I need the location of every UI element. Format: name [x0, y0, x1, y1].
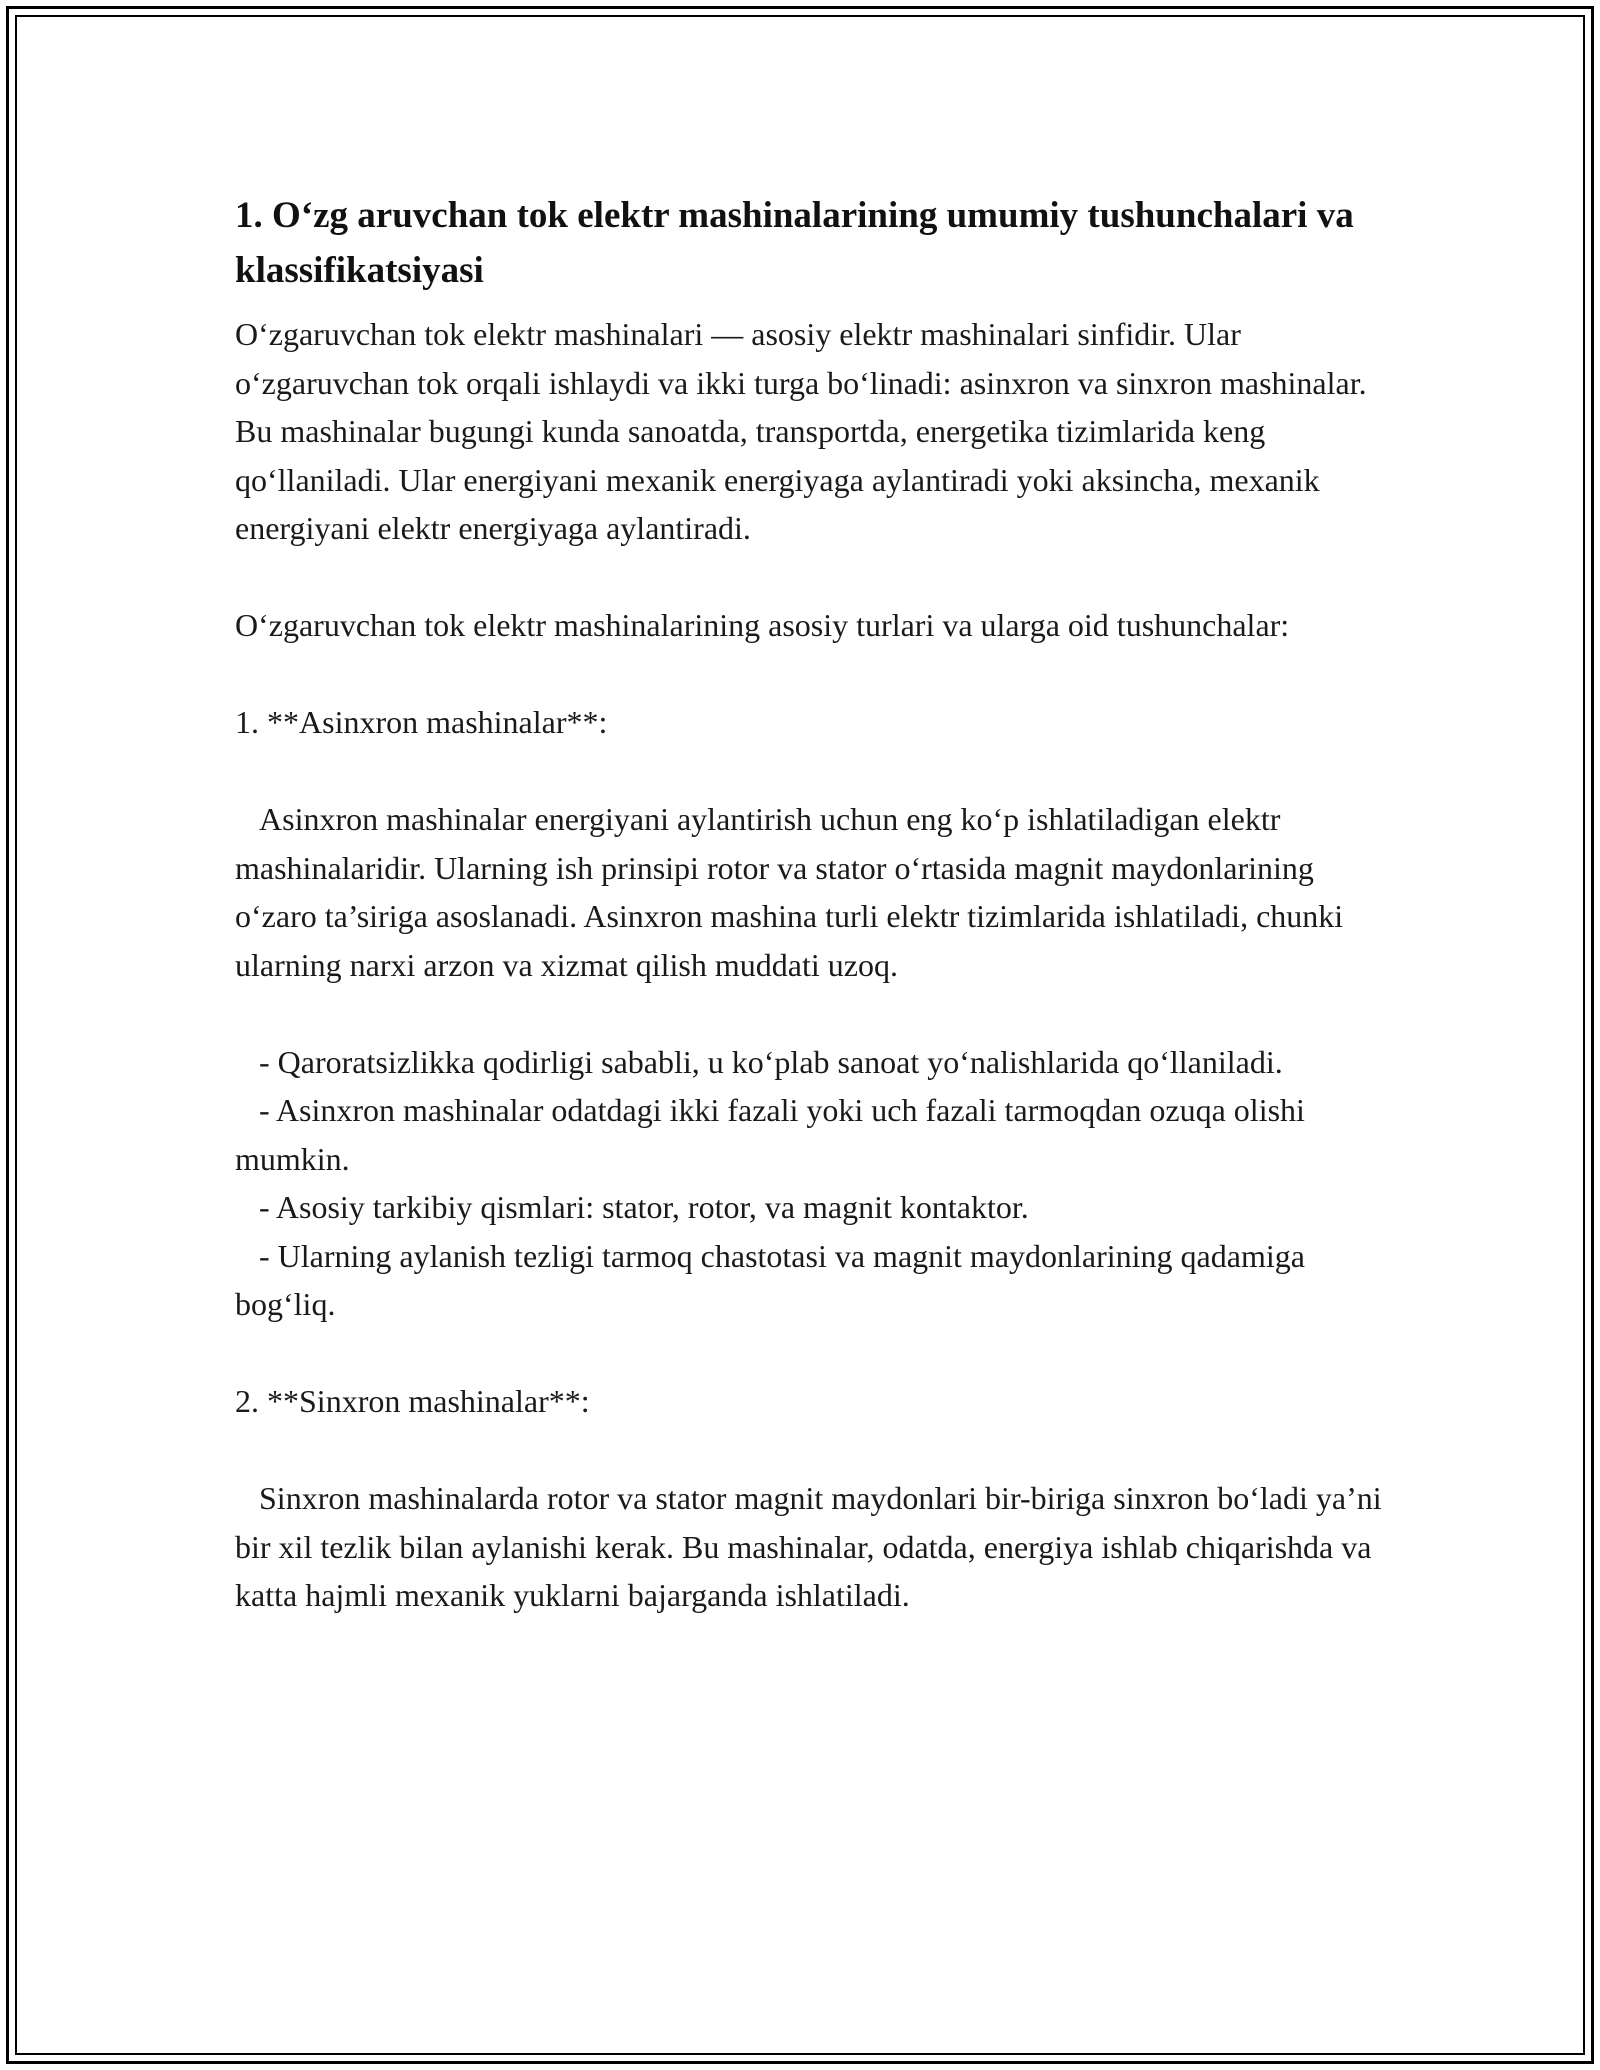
section2-heading: 2. **Sinxron mashinalar**: [235, 1383, 590, 1419]
list-item: - Ularning aylanish tezligi tarmoq chastotasi va magnit maydonlarining qadamiga bog‘liq. [235, 1237, 1313, 1322]
section1-body: Asinxron mashinalar energiyani aylantirish uchun eng ko‘p ishlatiladigan elektr mashinalaridir. Ularning ish prinsipi rotor va stator o‘rtasida magnit maydonlarining o‘zaro ta’siriga asoslanadi. Asinxron mashina turli elektr tizimlarida ishlatiladi, chunki ularning narxi arzon va xizmat qilish muddati uzoq. [235, 801, 1352, 983]
section1-bullet-list [235, 1038, 1385, 1329]
list-item: - Qaroratsizlikka qodirligi sababli, u ko‘plab sanoat yo‘nalishlarida qo‘llaniladi. [235, 1043, 1283, 1080]
section1-heading: 1. **Asinxron mashinalar**: [235, 704, 608, 740]
list-item: - Asosiy tarkibiy qismlari: stator, rotor, va magnit kontaktor. [235, 1189, 1029, 1225]
intro-paragraph: O‘zgaruvchan tok elektr mashinalari — asosiy elektr mashinalari sinfidir. Ular o‘zgaruvchan tok orqali ishlaydi va ikki turga bo‘linadi: asinxron va sinxron mashinalar. Bu mashinalar bugungi kunda sanoatda, transportda, energetika tizimlarida keng qo‘llaniladi. Ular energiyani mexanik energiyaga aylantiradi yoki aksincha, mexanik energiyani elektr energiyaga aylantiradi. [235, 316, 1375, 546]
document-body [235, 188, 1390, 1620]
list-item: - Asinxron mashinalar odatdagi ikki fazali yoki uch fazali tarmoqdan ozuqa olishi mumkin. [235, 1092, 1313, 1177]
document-title: 1. O‘zg aruvchan tok elektr mashinalarining umumiy tushunchalari va klassifikatsiyasi [235, 195, 1354, 291]
section2-body: Sinxron mashinalarda rotor va stator magnit maydonlari bir-biriga sinxron bo‘ladi ya’ni bir xil tezlik bilan aylanishi kerak. Bu mashinalar, odatda, energiya ishlab chiqarishda va katta hajmli mexanik yuklarni bajarganda ishlatiladi. [235, 1480, 1390, 1613]
types-lead-paragraph: O‘zgaruvchan tok elektr mashinalarining asosiy turlari va ularga oid tushunchalar: [235, 607, 1290, 643]
